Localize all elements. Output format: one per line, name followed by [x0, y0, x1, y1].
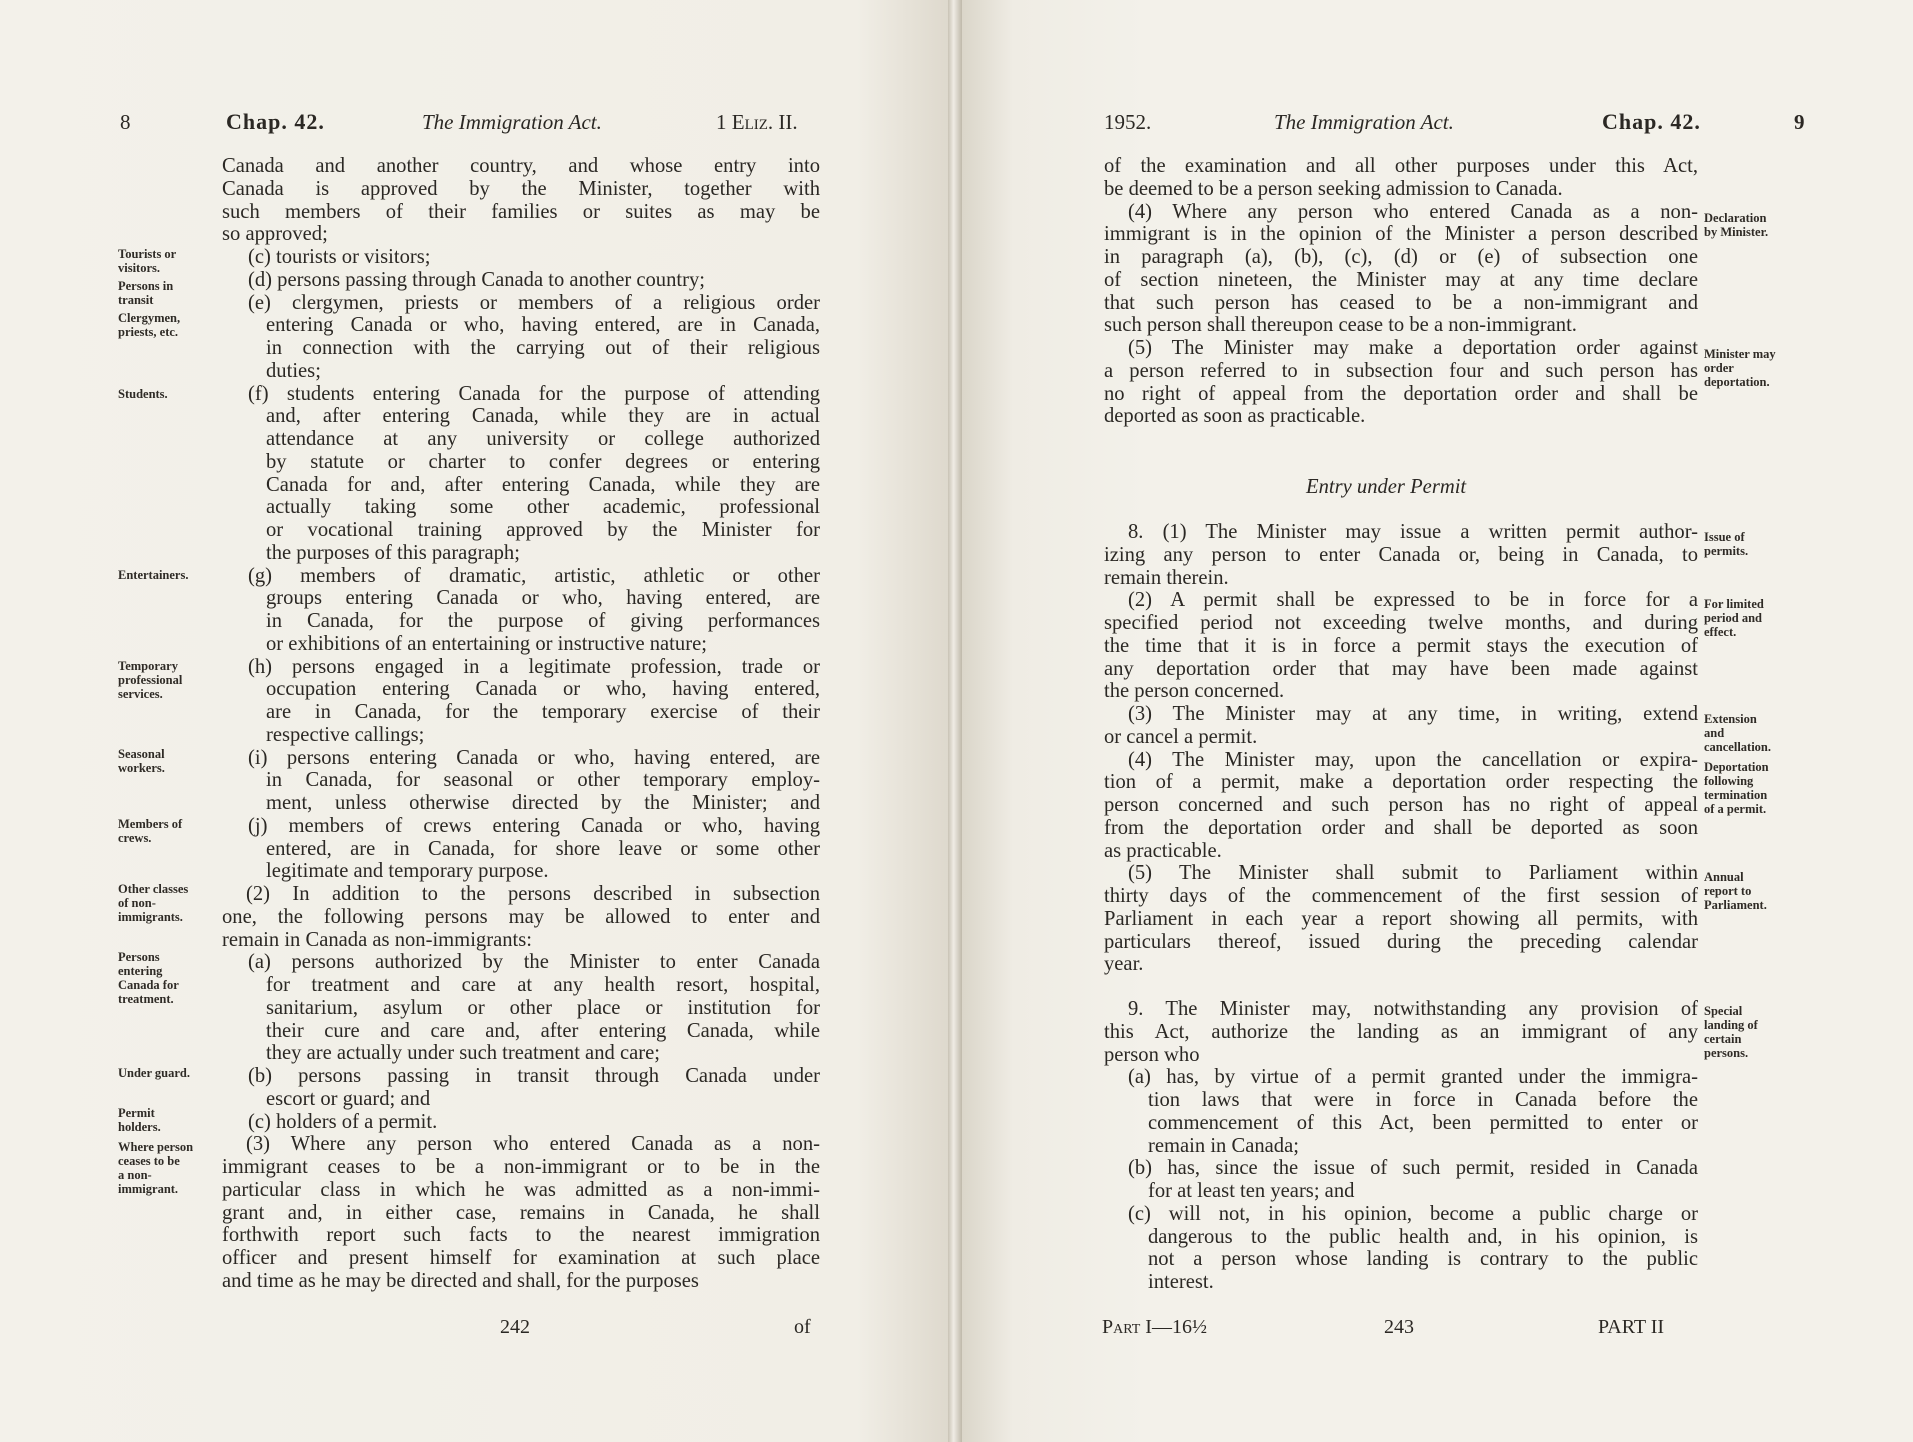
margin-note: [118, 1066, 190, 1080]
text-line: interest.: [1148, 1271, 1214, 1293]
margin-note-line: Where person: [118, 1140, 194, 1154]
margin-note-line: Persons in: [118, 279, 174, 293]
text-line: or vocational training approved by the Minister for: [266, 519, 820, 541]
margin-note: [118, 882, 188, 924]
text-line: (a) has, by virtue of a permit granted under the immigra-: [1128, 1066, 1698, 1089]
text-line: the purposes of this paragraph;: [266, 541, 520, 564]
text-line: immigrant is in the opinion of the Minister a person described: [1104, 223, 1698, 246]
text-line: (b) has, since the issue of such permit, resided in Canada: [1128, 1157, 1698, 1180]
margin-note-line: Temporary: [118, 659, 178, 673]
text-line: (i) persons entering Canada or who, having entered, are: [248, 746, 820, 769]
text-line: occupation entering Canada or who, having entered,: [266, 678, 820, 701]
text-line: in Canada, for seasonal or other temporary employ-: [266, 769, 820, 792]
text-line: (5) The Minister may make a deportation order against: [1128, 337, 1698, 359]
margin-note-line: Entertainers.: [118, 568, 189, 582]
margin-note: [1704, 211, 1768, 239]
margin-note-line: services.: [118, 687, 163, 701]
margin-note-line: Tourists or: [118, 247, 177, 261]
text-line: officer and present himself for examination at such place: [222, 1247, 820, 1269]
margin-note: [1704, 1004, 1758, 1060]
margin-note: [118, 279, 173, 307]
book-gutter: [948, 0, 962, 1442]
text-line: for treatment and care at any health resort, hospital,: [266, 974, 820, 996]
left-footer-page: 242: [500, 1316, 530, 1338]
text-line: dangerous to the public health and, in his opinion, is: [1148, 1225, 1698, 1248]
margin-note-line: deportation.: [1704, 375, 1770, 389]
text-line: (j) members of crews entering Canada or who, having: [248, 814, 820, 837]
left-page-number: 8: [120, 110, 131, 134]
text-line: Canada for and, after entering Canada, while they are: [266, 473, 820, 496]
margin-note-line: workers.: [118, 761, 165, 775]
text-line: immigrant ceases to be a non-immigrant or to be in the: [222, 1156, 820, 1178]
text-line: respective callings;: [266, 723, 425, 746]
text-line: attendance at any university or college authorized: [266, 428, 820, 450]
text-line: (3) The Minister may at any time, in writing, extend: [1128, 703, 1698, 725]
margin-note-line: effect.: [1704, 625, 1737, 639]
right-footer-signature: Part I—16½: [1102, 1316, 1207, 1338]
right-footer-catchword: PART II: [1598, 1316, 1665, 1338]
text-line: remain in Canada as non-immigrants:: [222, 928, 532, 951]
text-line: izing any person to enter Canada or, being in Canada, to: [1104, 543, 1698, 566]
left-chapter: Chap. 42.: [226, 109, 325, 134]
right-body-top: [1104, 155, 1698, 428]
text-line: no right of appeal from the deportation order and shall be: [1104, 382, 1698, 405]
text-line: deported as soon as practicable.: [1104, 405, 1366, 428]
text-line: so approved;: [222, 223, 328, 246]
margin-note: [1704, 870, 1767, 912]
text-line: this Act, authorize the landing as an immigrant of any: [1104, 1020, 1698, 1043]
margin-note-line: Minister may: [1704, 347, 1776, 361]
text-line: such members of their families or suites as may be: [222, 200, 820, 223]
text-line: a person referred to in subsection four and such person has: [1104, 359, 1698, 382]
margin-note: [118, 747, 165, 775]
margin-note-line: crews.: [118, 831, 152, 845]
text-line: particulars thereof, issued during the preceding calendar: [1104, 930, 1698, 953]
margin-note-line: Extension: [1704, 712, 1757, 726]
margin-note-line: landing of: [1704, 1018, 1758, 1032]
margin-note: [1704, 347, 1776, 389]
margin-note-line: order: [1704, 361, 1734, 375]
text-line: not a person whose landing is contrary to the public: [1148, 1248, 1698, 1271]
margin-note-line: priests, etc.: [118, 325, 179, 339]
margin-note-line: persons.: [1704, 1046, 1749, 1060]
margin-note-line: and: [1704, 726, 1725, 740]
text-line: the time that it is in force a permit stays the execution of: [1104, 634, 1698, 657]
margin-note-line: treatment.: [118, 992, 174, 1006]
text-line: remain therein.: [1104, 566, 1229, 589]
margin-note-line: ceases to be: [118, 1154, 180, 1168]
text-line: (f) students entering Canada for the purpose of attending: [248, 382, 820, 405]
text-line: tion laws that were in force in Canada before the: [1148, 1089, 1698, 1111]
margin-note-line: Parliament.: [1704, 898, 1767, 912]
right-page-number: 9: [1794, 110, 1805, 134]
text-line: 8. (1) The Minister may issue a written permit author-: [1128, 521, 1698, 543]
right-year: 1952.: [1104, 110, 1152, 134]
margin-note: [118, 1106, 161, 1134]
text-line: and time as he may be directed and shall, for the purposes: [222, 1269, 699, 1292]
margin-note-line: certain: [1704, 1032, 1742, 1046]
text-line: legitimate and temporary purpose.: [266, 860, 549, 883]
text-line: sanitarium, asylum or other place or institution for: [266, 996, 820, 1019]
margin-note-line: Permit: [118, 1106, 155, 1120]
margin-note-line: Canada for: [118, 978, 179, 992]
text-line: Canada is approved by the Minister, together with: [222, 177, 820, 200]
margin-note-line: period and: [1704, 611, 1763, 625]
text-line: (c) holders of a permit.: [248, 1110, 438, 1133]
margin-note-line: immigrants.: [118, 910, 183, 924]
text-line: the person concerned.: [1104, 680, 1285, 703]
margin-note-line: professional: [118, 673, 183, 687]
margin-note-line: permits.: [1704, 544, 1749, 558]
text-line: (b) persons passing in transit through Canada under: [248, 1065, 820, 1087]
margin-note: [1704, 760, 1769, 816]
margin-note: [1704, 597, 1764, 639]
margin-note: [118, 659, 182, 701]
right-body-section-8: [1104, 521, 1698, 976]
text-line: thirty days of the commencement of the first session of: [1104, 885, 1698, 907]
text-line: such person shall thereupon cease to be a non-immigrant.: [1104, 314, 1577, 337]
text-line: actually taking some other academic, professional: [266, 496, 820, 519]
text-line: (5) The Minister shall submit to Parliament within: [1128, 862, 1698, 885]
right-body-section-9: [1104, 998, 1698, 1294]
section-heading: Entry under Permit: [1306, 476, 1467, 498]
text-line: forthwith report such facts to the nearest immigration: [222, 1224, 820, 1247]
text-line: year.: [1104, 953, 1144, 976]
right-footer-page: 243: [1384, 1316, 1414, 1338]
text-line: and, after entering Canada, while they are in actual: [266, 405, 820, 428]
margin-note-line: Under guard.: [118, 1066, 191, 1080]
margin-note-line: entering: [118, 964, 163, 978]
text-line: of the examination and all other purposes under this Act,: [1104, 155, 1698, 177]
left-regnal-year: 1 Eliz. II.: [716, 110, 798, 134]
text-line: specified period not exceeding twelve months, and during: [1104, 612, 1698, 634]
text-line: person who: [1104, 1043, 1200, 1066]
text-line: from the deportation order and shall be deported as soon: [1104, 816, 1698, 839]
text-line: they are actually under such treatment and care;: [266, 1042, 660, 1065]
text-line: (a) persons authorized by the Minister to enter Canada: [248, 951, 820, 974]
margin-note: [118, 311, 180, 339]
margin-note-line: For limited: [1704, 597, 1764, 611]
text-line: person concerned and such person has no right of appeal: [1104, 794, 1698, 816]
margin-note-line: immigrant.: [118, 1182, 179, 1196]
text-line: one, the following persons may be allowed to enter and: [222, 905, 820, 928]
text-line: or cancel a permit.: [1104, 725, 1258, 748]
right-act-title: The Immigration Act.: [1274, 110, 1454, 134]
margin-note: [1704, 530, 1748, 558]
text-line: commencement of this Act, been permitted to enter or: [1148, 1111, 1698, 1134]
text-line: (4) Where any person who entered Canada as a non-: [1128, 200, 1698, 223]
text-line: are in Canada, for the temporary exercise of their: [266, 701, 820, 723]
text-line: (g) members of dramatic, artistic, athletic or other: [248, 564, 820, 587]
margin-note-line: Other classes: [118, 882, 189, 896]
margin-note-line: visitors.: [118, 261, 161, 275]
text-line: (h) persons engaged in a legitimate profession, trade or: [248, 655, 820, 678]
text-line: as practicable.: [1104, 839, 1222, 862]
text-line: in Canada, for the purpose of giving performances: [266, 610, 820, 632]
margin-note-line: transit: [118, 293, 154, 307]
margin-note: [118, 247, 176, 275]
margin-note-line: report to: [1704, 884, 1752, 898]
left-body-text: [222, 155, 820, 1293]
text-line: for at least ten years; and: [1148, 1180, 1355, 1202]
margin-note-line: by Minister.: [1704, 225, 1769, 239]
margin-note-line: cancellation.: [1704, 740, 1772, 754]
margin-note: [118, 950, 179, 1006]
left-footer-catchword: of: [794, 1316, 811, 1338]
text-line: (2) In addition to the persons described in subsection: [246, 883, 820, 905]
margin-note-line: a non-: [118, 1168, 152, 1182]
text-line: of section nineteen, the Minister may at any time declare: [1104, 268, 1698, 291]
text-line: entered, are in Canada, for shore leave or some other: [266, 837, 820, 860]
text-line: (4) The Minister may, upon the cancellation or expira-: [1128, 748, 1698, 771]
text-line: by statute or charter to confer degrees or entering: [266, 450, 820, 473]
text-line: (2) A permit shall be expressed to be in force for a: [1128, 589, 1698, 612]
text-line: (c) tourists or visitors;: [248, 246, 431, 268]
text-line: duties;: [266, 359, 321, 382]
text-line: remain in Canada;: [1148, 1134, 1299, 1157]
text-line: escort or guard; and: [266, 1087, 431, 1110]
text-line: or exhibitions of an entertaining or instructive nature;: [266, 632, 707, 655]
margin-note-line: Clergymen,: [118, 311, 181, 325]
text-line: their cure and care and, after entering Canada, while: [266, 1019, 820, 1042]
margin-note-line: Deportation: [1704, 760, 1769, 774]
text-line: groups entering Canada or who, having entered, are: [266, 587, 820, 610]
margin-note: [118, 387, 168, 401]
margin-note-line: of non-: [118, 896, 156, 910]
text-line: 9. The Minister may, notwithstanding any provision of: [1128, 998, 1698, 1020]
margin-note-line: holders.: [118, 1120, 161, 1134]
text-line: (c) will not, in his opinion, become a public charge or: [1128, 1202, 1698, 1225]
text-line: (d) persons passing through Canada to another country;: [248, 268, 705, 291]
text-line: Parliament in each year a report showing all permits, with: [1104, 907, 1698, 930]
margin-note-line: Annual: [1704, 870, 1744, 884]
text-line: Canada and another country, and whose entry into: [222, 155, 820, 177]
margin-note-line: of a permit.: [1704, 802, 1767, 816]
margin-note-line: Declaration: [1704, 211, 1767, 225]
margin-note: [118, 1140, 193, 1196]
text-line: particular class in which he was admitted as a non-immi-: [222, 1178, 820, 1201]
text-line: be deemed to be a person seeking admission to Canada.: [1104, 177, 1563, 200]
text-line: ment, unless otherwise directed by the Minister; and: [266, 792, 820, 814]
text-line: (e) clergymen, priests or members of a religious order: [248, 291, 820, 314]
margin-note-line: Members of: [118, 817, 183, 831]
text-line: grant and, in either case, remains in Canada, he shall: [222, 1201, 820, 1224]
margin-note-line: Issue of: [1704, 530, 1745, 544]
text-line: any deportation order that may have been made against: [1104, 657, 1698, 680]
text-line: in connection with the carrying out of their religious: [266, 337, 820, 359]
text-line: that such person has ceased to be a non-immigrant and: [1104, 291, 1698, 314]
margin-note: [1704, 712, 1771, 754]
left-act-title: The Immigration Act.: [422, 110, 602, 134]
text-line: (3) Where any person who entered Canada as a non-: [246, 1133, 820, 1156]
margin-note-line: Persons: [118, 950, 160, 964]
text-line: entering Canada or who, having entered, are in Canada,: [266, 314, 820, 337]
margin-note: [118, 568, 188, 582]
margin-note-line: following: [1704, 774, 1754, 788]
text-line: in paragraph (a), (b), (c), (d) or (e) of subsection one: [1104, 246, 1698, 268]
margin-note-line: Students.: [118, 387, 168, 401]
margin-note-line: Special: [1704, 1004, 1743, 1018]
margin-note-line: Seasonal: [118, 747, 165, 761]
right-chapter: Chap. 42.: [1602, 109, 1701, 134]
margin-note: [118, 817, 182, 845]
margin-note-line: termination: [1704, 788, 1768, 802]
text-line: tion of a permit, make a deportation order respecting the: [1104, 771, 1698, 794]
